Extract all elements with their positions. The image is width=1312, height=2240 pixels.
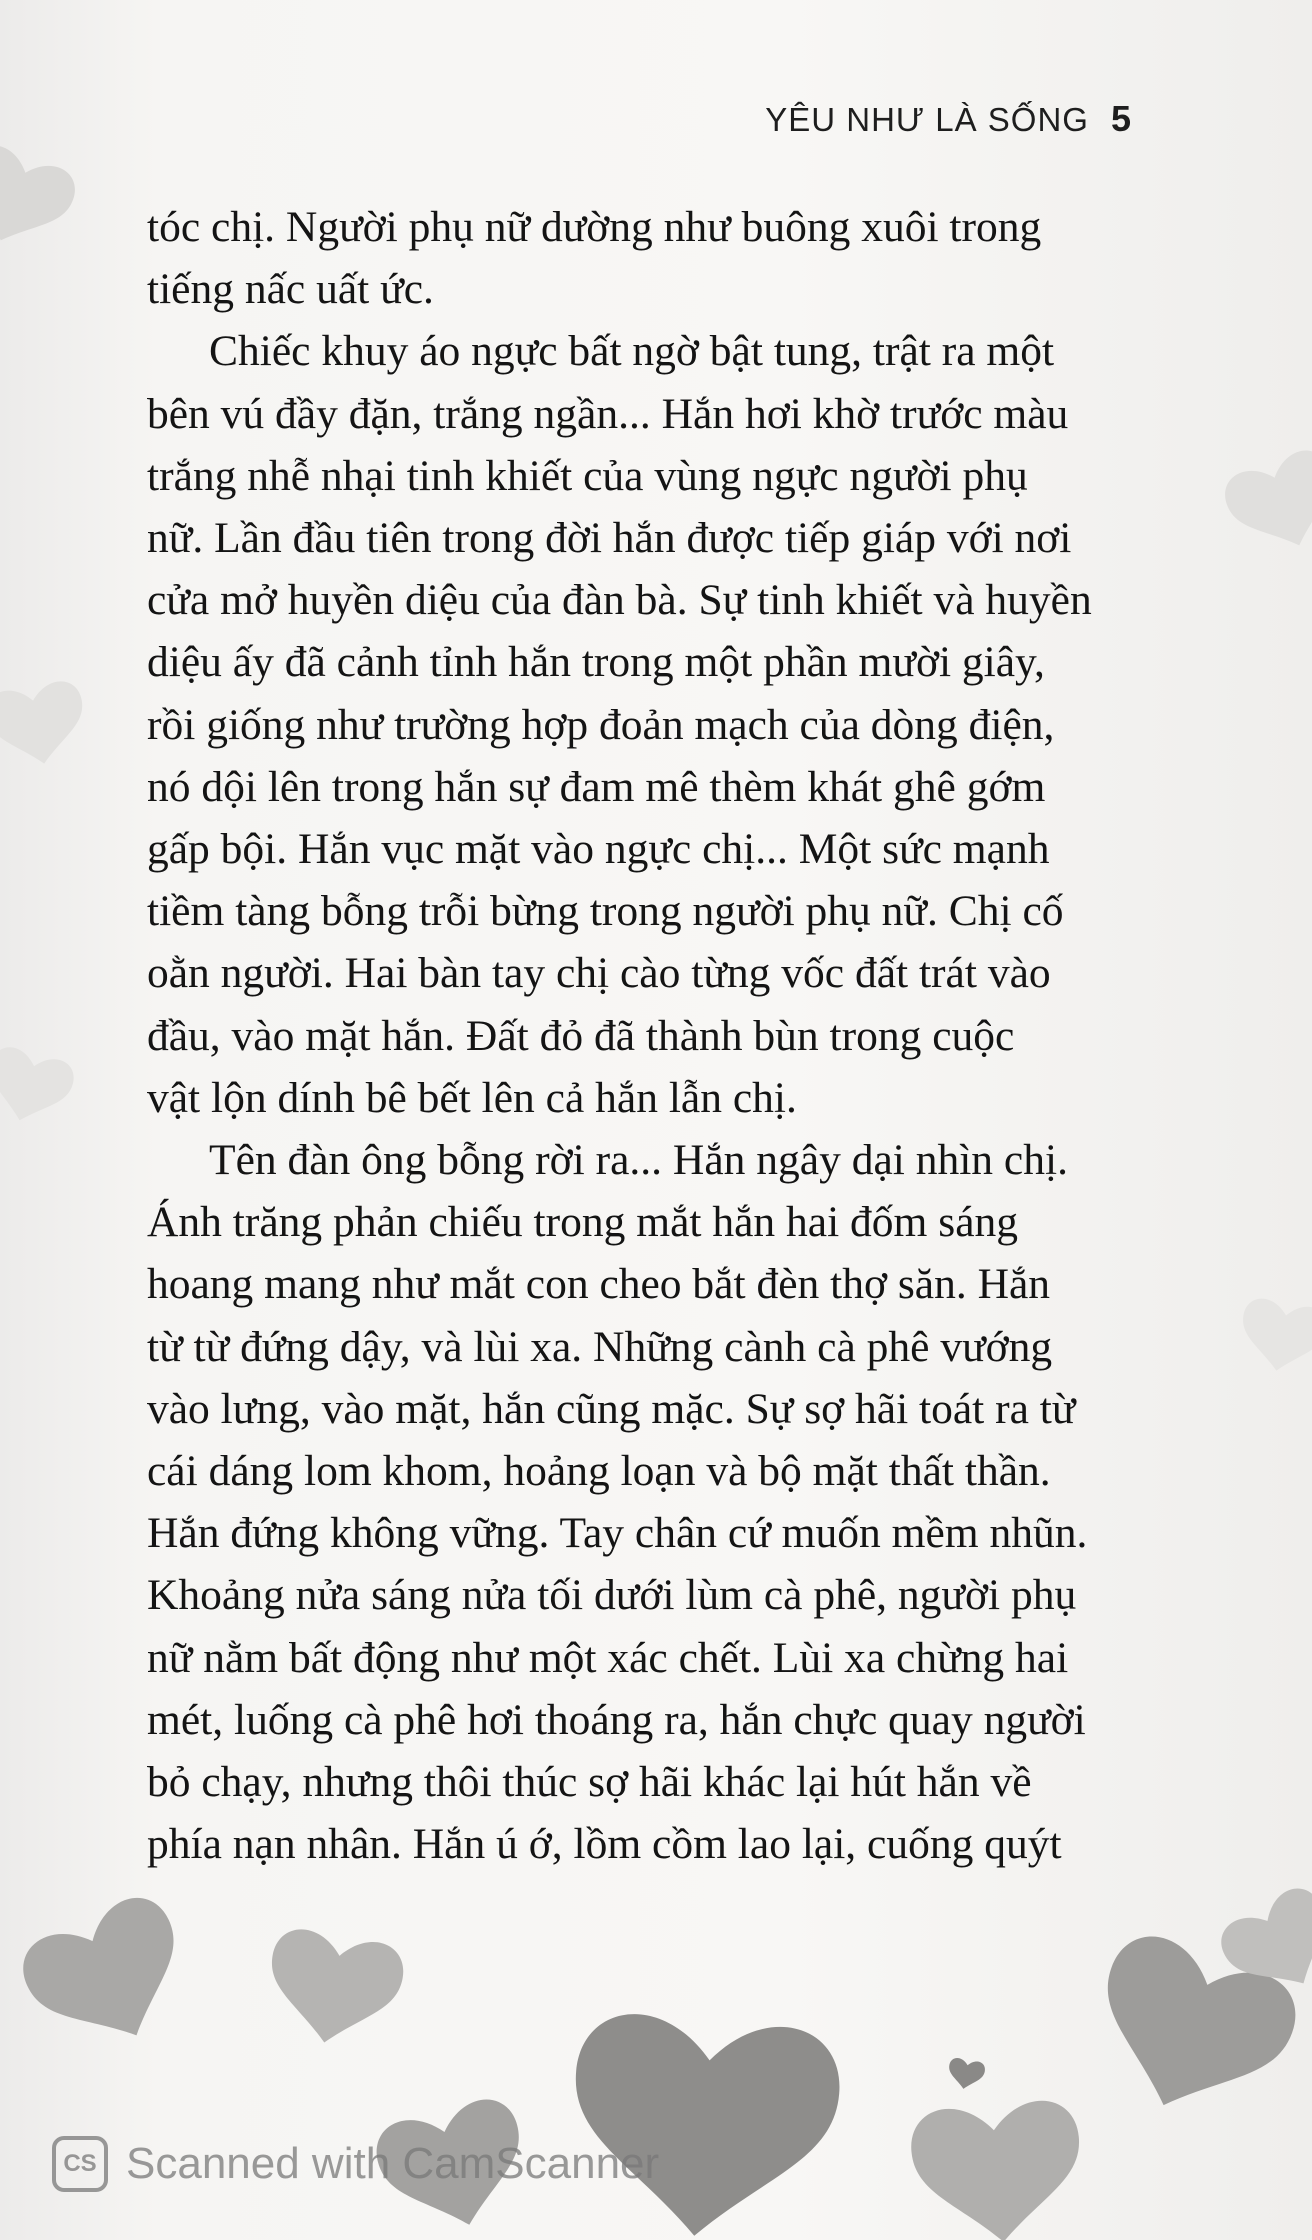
text-line: cái dáng lom khom, hoảng loạn và bộ mặt thất thần. [147, 1447, 1051, 1496]
bottom-heart-icon [12, 1887, 207, 2069]
text-line: bên vú đầy đặn, trắng ngần... Hắn hơi khờ trước màu [147, 389, 1069, 438]
text-line: oằn người. Hai bàn tay chị cào từng vốc đất trát vào [147, 949, 1051, 998]
text-line: vật lộn dính bê bết lên cả hắn lẫn chị. [147, 1073, 797, 1122]
text-line: nó dội lên trong hắn sự đam mê thèm khát ghê gớm [147, 762, 1046, 811]
book-title: YÊU NHƯ LÀ SỐNG [765, 101, 1089, 138]
text-line: từ từ đứng dậy, và lùi xa. Những cành cà phê vướng [147, 1322, 1053, 1371]
text-line: trắng nhễ nhại tinh khiết của vùng ngực người phụ [147, 451, 1028, 500]
top-left-heart-icon [0, 139, 82, 259]
text-line: tiềm tàng bỗng trỗi bừng trong người phụ nữ. Chị cố [147, 887, 1064, 936]
text-line: bỏ chạy, nhưng thôi thúc sợ hãi khác lại hút hắn về [147, 1758, 1032, 1807]
camscanner-logo-icon: CS [52, 2136, 108, 2192]
text-line: tiếng nấc uất ức. [147, 265, 434, 314]
right-margin-heart-icon [1218, 444, 1312, 564]
bottom-heart-icon [563, 2009, 845, 2240]
text-line: Chiếc khuy áo ngực bất ngờ bật tung, trật ra một [209, 327, 1055, 376]
text-line: rồi giống như trường hợp đoản mạch của dòng điện, [147, 700, 1055, 749]
body-text [147, 196, 1147, 1875]
text-line: Hắn đứng không vững. Tay chân cứ muốn mềm nhũn. [147, 1509, 1088, 1558]
text-line: hoang mang như mắt con cheo bắt đèn thợ săn. Hắn [147, 1260, 1051, 1309]
text-line: gấp bội. Hắn vục mặt vào ngực chị... Một sức mạnh [147, 825, 1050, 874]
text-line: vào lưng, vào mặt, hắn cũng mặc. Sự sợ hãi toát ra từ [147, 1384, 1076, 1433]
text-line: phía nạn nhân. Hắn ú ớ, lồm cồm lao lại, cuống quýt [147, 1820, 1062, 1869]
page-number: 5 [1110, 98, 1132, 139]
paragraph [147, 320, 1147, 1129]
text-line: nữ nằm bất động như một xác chết. Lùi xa chừng hai [147, 1633, 1069, 1682]
scanner-watermark [52, 2136, 659, 2192]
paragraph [147, 196, 1147, 320]
left-margin-heart-icon [0, 1043, 78, 1131]
paragraph [147, 1129, 1147, 1875]
watermark-text: Scanned with CamScanner [126, 2139, 660, 2188]
left-margin-heart-icon [0, 678, 91, 772]
text-line: nữ. Lần đầu tiên trong đời hắn được tiếp giáp với nơi [147, 514, 1072, 563]
text-line: đầu, vào mặt hắn. Đất đỏ đã thành bùn trong cuộc [147, 1011, 1015, 1060]
bottom-heart-icon [259, 1925, 408, 2054]
text-line: mét, luống cà phê hơi thoáng ra, hắn chực quay người [147, 1695, 1086, 1744]
text-line: diệu ấy đã cảnh tỉnh hắn trong một phần mười giây, [147, 638, 1045, 687]
text-line: cửa mở huyền diệu của đàn bà. Sự tinh khiết và huyền [147, 576, 1092, 625]
text-line: Ánh trăng phản chiếu trong mắt hắn hai đốm sáng [147, 1198, 1018, 1247]
small-heart-icon [946, 2057, 987, 2092]
text-line: Khoảng nửa sáng nửa tối dưới lùm cà phê, người phụ [147, 1571, 1077, 1620]
text-line: tóc chị. Người phụ nữ dường như buông xuôi trong [147, 203, 1042, 251]
text-line: Tên đàn ông bỗng rời ra... Hắn ngây dại nhìn chị. [209, 1136, 1068, 1185]
running-header [765, 98, 1132, 140]
bottom-heart-icon [908, 2098, 1087, 2240]
right-margin-heart-icon [1235, 1296, 1312, 1378]
